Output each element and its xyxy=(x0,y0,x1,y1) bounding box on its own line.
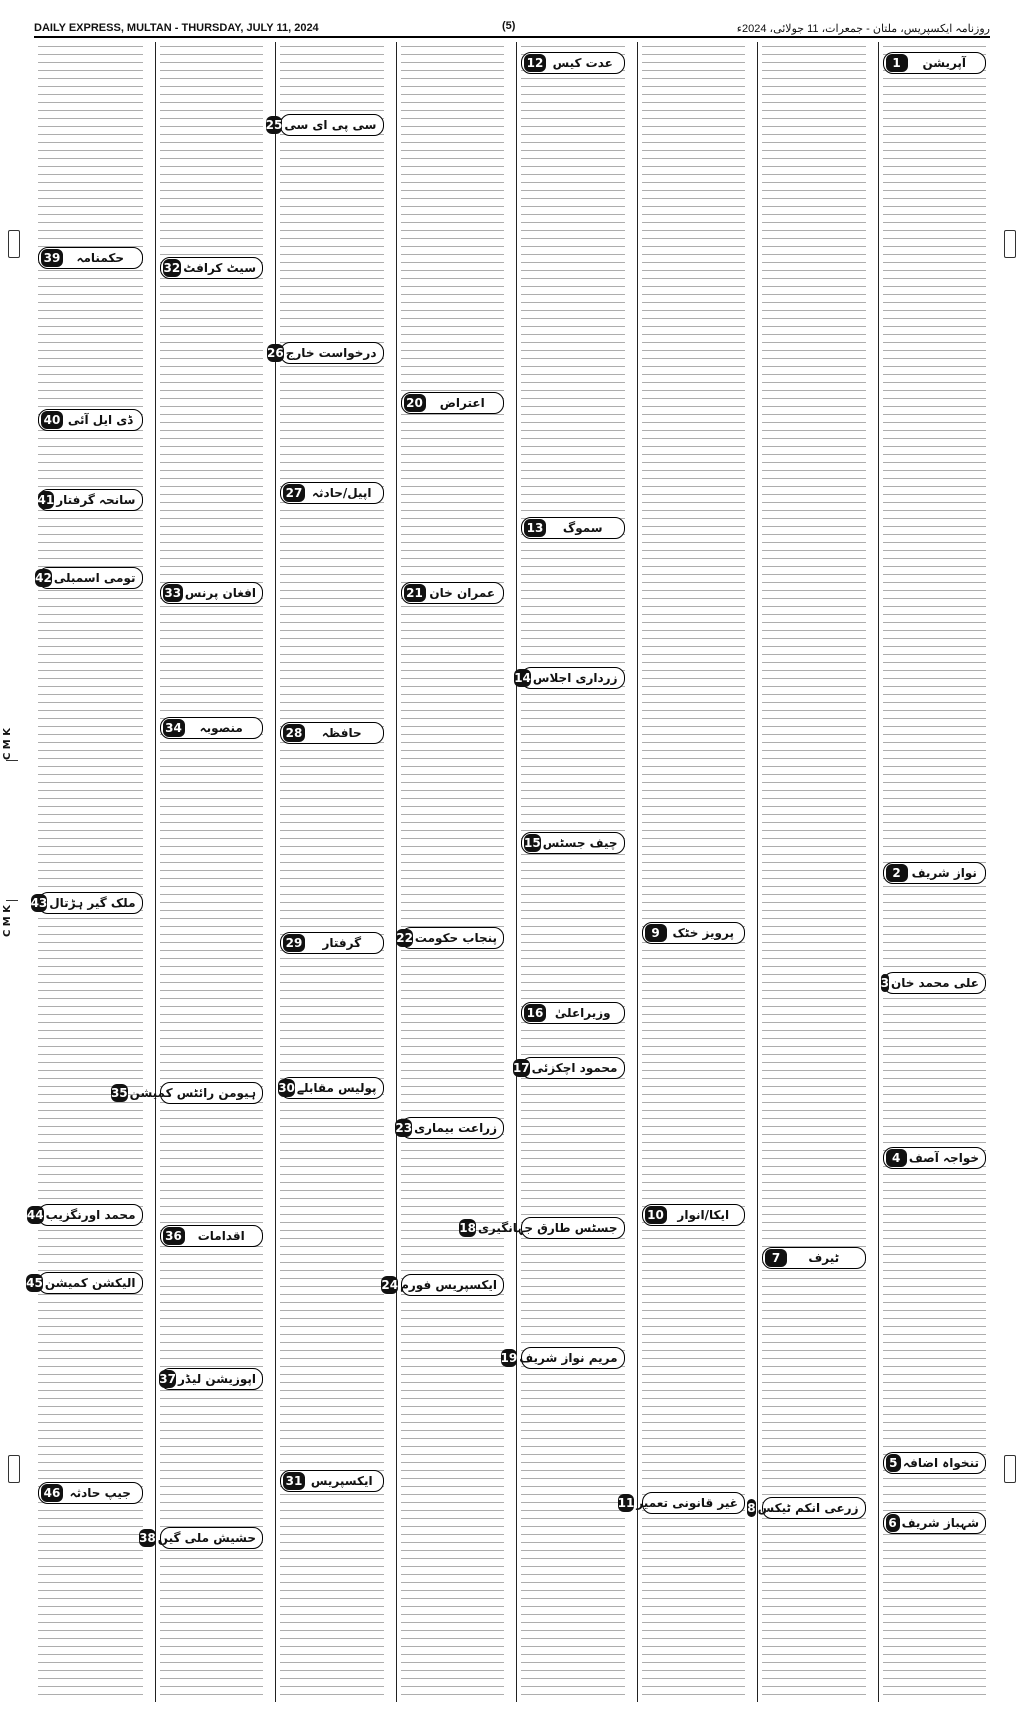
story-number-badge: 45 xyxy=(26,1276,43,1290)
story-title: علی محمد خان xyxy=(890,976,979,990)
story-number-badge: 13 xyxy=(524,519,546,537)
story-number-badge: 26 xyxy=(267,346,284,360)
story-title: حشیش ملی گیں xyxy=(157,1531,256,1545)
column-body-text xyxy=(160,42,264,1702)
story-title: مریم نواز شریف xyxy=(519,1351,618,1365)
story-heading[interactable] xyxy=(521,1002,625,1024)
story-heading[interactable] xyxy=(401,392,505,414)
story-heading[interactable] xyxy=(514,667,625,689)
cmk-label-upper: C M K xyxy=(2,728,13,761)
story-heading[interactable] xyxy=(396,927,505,949)
masthead xyxy=(34,20,990,38)
story-heading[interactable] xyxy=(38,247,143,269)
story-number-badge: 25 xyxy=(265,118,283,132)
story-title: حکمنامہ xyxy=(76,251,125,265)
masthead-date-urdu: روزنامہ ایکسپریس، ملتان - جمعرات، 11 جولائی، 2024ء xyxy=(736,22,990,35)
story-title: ملک گیر ہڑتال xyxy=(49,896,136,910)
masthead-date-english: DAILY EXPRESS, MULTAN - THURSDAY, JULY 11, 2024 xyxy=(34,22,319,34)
story-number-badge: 6 xyxy=(886,1514,900,1532)
story-heading[interactable] xyxy=(521,832,625,854)
story-heading[interactable] xyxy=(762,1247,866,1269)
story-title: شہباز شریف xyxy=(901,1516,979,1530)
story-heading[interactable] xyxy=(512,1057,625,1079)
story-title: تومی اسمبلی xyxy=(53,571,136,585)
story-heading[interactable] xyxy=(265,114,384,136)
column-body-text xyxy=(401,42,505,1702)
story-number-badge: 23 xyxy=(395,1121,413,1135)
story-heading[interactable] xyxy=(747,1497,866,1519)
story-title: محمد اورنگزیب xyxy=(45,1208,136,1222)
story-heading[interactable] xyxy=(38,1482,143,1504)
story-number-badge: 9 xyxy=(645,924,667,942)
story-title: جسٹس طارق جہانگیری xyxy=(477,1221,618,1235)
story-number-badge: 29 xyxy=(283,934,305,952)
story-title: عدت کیس xyxy=(552,56,613,70)
story-heading[interactable] xyxy=(401,582,505,604)
story-heading[interactable] xyxy=(280,482,384,504)
story-heading[interactable] xyxy=(883,1147,987,1169)
story-heading[interactable] xyxy=(160,257,264,279)
news-column-6 xyxy=(265,42,388,1702)
story-heading[interactable] xyxy=(280,722,384,744)
story-heading[interactable] xyxy=(139,1527,264,1549)
story-heading[interactable] xyxy=(459,1217,625,1239)
story-title: منصوبہ xyxy=(199,721,243,735)
story-number-badge: 32 xyxy=(163,261,181,275)
story-number-badge: 35 xyxy=(110,1086,128,1100)
registration-mark-bottom-right xyxy=(1004,1455,1016,1483)
story-number-badge: 3 xyxy=(880,976,889,990)
page-number: (5) xyxy=(502,20,516,32)
column-body-text xyxy=(642,42,746,1702)
story-heading[interactable] xyxy=(521,52,625,74)
story-number-badge: 14 xyxy=(514,671,531,685)
cmk-label-lower: C M K xyxy=(2,905,13,938)
story-title: سموگ xyxy=(562,521,603,535)
story-heading[interactable] xyxy=(280,1077,384,1099)
story-number-badge: 20 xyxy=(404,394,426,412)
story-number-badge: 22 xyxy=(396,931,413,945)
story-heading[interactable] xyxy=(883,862,987,884)
news-column-5 xyxy=(381,42,509,1702)
story-title: سیٹ کرافٹ xyxy=(183,261,256,275)
story-number-badge: 28 xyxy=(283,724,305,742)
story-title: ایکسپریس فورم xyxy=(400,1278,497,1292)
story-title: درخواست خارج xyxy=(285,346,377,360)
story-title: الیکشن کمیشن xyxy=(44,1276,136,1290)
registration-mark-top-right xyxy=(1004,230,1016,258)
story-title: ہیومن رائٹس کمیشن xyxy=(129,1086,256,1100)
story-title: پولیس مقابلے xyxy=(296,1081,377,1095)
story-number-badge: 12 xyxy=(524,54,546,72)
story-number-badge: 42 xyxy=(35,571,52,585)
article-columns xyxy=(26,42,990,1702)
story-number-badge: 33 xyxy=(164,586,182,600)
story-title: سی پی ای سی xyxy=(284,118,377,132)
crop-tick-left xyxy=(6,760,18,761)
story-number-badge: 21 xyxy=(404,584,426,602)
story-title: نواز شریف xyxy=(911,866,977,880)
story-heading[interactable] xyxy=(500,1347,625,1369)
story-title: زرداری اجلاس xyxy=(532,671,618,685)
story-heading[interactable] xyxy=(642,922,746,944)
story-number-badge: 8 xyxy=(747,1501,756,1515)
story-heading[interactable] xyxy=(280,1470,384,1492)
story-title: چیف جسٹس xyxy=(542,836,618,850)
story-title: سانحہ گرفتار xyxy=(56,493,136,507)
column-body-text xyxy=(38,42,143,1702)
story-heading[interactable] xyxy=(883,1512,987,1534)
story-heading[interactable] xyxy=(38,409,143,431)
story-heading[interactable] xyxy=(30,892,143,914)
story-title: اقدامات xyxy=(197,1229,245,1243)
story-heading[interactable] xyxy=(160,582,264,604)
story-heading[interactable] xyxy=(280,932,384,954)
story-heading[interactable] xyxy=(883,1452,987,1474)
story-title: گرفتار xyxy=(322,936,362,950)
story-heading[interactable] xyxy=(110,1082,264,1104)
story-heading[interactable] xyxy=(617,1492,746,1514)
crop-tick-left-2 xyxy=(6,900,18,901)
registration-mark-bottom-left xyxy=(8,1455,20,1483)
story-number-badge: 38 xyxy=(139,1531,156,1545)
story-title: اپیل/حادثہ xyxy=(312,486,372,500)
story-title: ٹیرف xyxy=(808,1251,840,1265)
story-title: زراعت بیماری xyxy=(414,1121,497,1135)
story-heading[interactable] xyxy=(160,1368,264,1390)
story-heading[interactable] xyxy=(395,1117,505,1139)
story-heading[interactable] xyxy=(160,717,264,739)
story-number-badge: 44 xyxy=(26,1208,44,1222)
news-column-3 xyxy=(617,42,750,1702)
news-column-1 xyxy=(878,42,991,1702)
story-number-badge: 27 xyxy=(283,484,305,502)
story-title: تنخواہ اضافہ xyxy=(902,1456,979,1470)
story-number-badge: 31 xyxy=(283,1472,305,1490)
story-number-badge: 17 xyxy=(512,1061,530,1075)
story-number-badge: 24 xyxy=(381,1278,399,1292)
story-number-badge: 15 xyxy=(524,836,541,850)
story-number-badge: 41 xyxy=(37,493,55,507)
story-number-badge: 5 xyxy=(886,1454,901,1472)
story-number-badge: 30 xyxy=(278,1081,295,1095)
story-heading[interactable] xyxy=(642,1204,746,1226)
story-number-badge: 46 xyxy=(41,1484,63,1502)
story-title: حافظہ xyxy=(321,726,362,740)
story-heading[interactable] xyxy=(883,52,987,74)
news-column-7 xyxy=(110,42,268,1702)
registration-mark-top-left xyxy=(8,230,20,258)
story-number-badge: 1 xyxy=(886,54,908,72)
story-number-badge: 2 xyxy=(886,864,908,882)
story-number-badge: 7 xyxy=(765,1249,787,1267)
story-title: وزیراعلیٰ xyxy=(554,1006,611,1020)
story-number-badge: 34 xyxy=(163,719,185,737)
column-body-text xyxy=(762,42,866,1702)
column-body-text xyxy=(280,42,384,1702)
news-column-8 xyxy=(26,42,147,1702)
story-heading[interactable] xyxy=(160,1225,264,1247)
story-title: افغان پرنس xyxy=(184,586,256,600)
story-title: اعتراض xyxy=(439,396,485,410)
story-title: ڈی ایل آئی xyxy=(67,413,133,427)
story-number-badge: 43 xyxy=(30,896,48,910)
story-number-badge: 16 xyxy=(524,1004,546,1022)
story-number-badge: 19 xyxy=(500,1351,518,1365)
story-number-badge: 18 xyxy=(459,1221,476,1235)
story-heading[interactable] xyxy=(267,342,384,364)
story-heading[interactable] xyxy=(35,567,143,589)
story-title: آپریشن xyxy=(922,56,967,70)
story-number-badge: 39 xyxy=(41,249,63,267)
story-heading[interactable] xyxy=(381,1274,505,1296)
story-title: پنجاب حکومت xyxy=(414,931,497,945)
story-heading[interactable] xyxy=(26,1272,143,1294)
story-number-badge: 11 xyxy=(617,1496,635,1510)
news-column-2 xyxy=(747,42,870,1702)
newspaper-page xyxy=(26,20,990,1710)
story-heading[interactable] xyxy=(38,489,143,511)
story-title: غیر قانونی تعمیر xyxy=(636,1496,738,1510)
story-title: زرعی انکم ٹیکس xyxy=(757,1501,859,1515)
story-number-badge: 36 xyxy=(163,1227,185,1245)
story-number-badge: 37 xyxy=(159,1372,176,1386)
story-title: ایکا/انوار xyxy=(677,1208,730,1222)
story-title: ایکسپریس xyxy=(310,1474,373,1488)
story-number-badge: 40 xyxy=(41,411,63,429)
story-number-badge: 4 xyxy=(886,1149,907,1167)
story-title: اپوزیشن لیڈر xyxy=(178,1372,256,1386)
story-title: محمود اچکزئی xyxy=(531,1061,618,1075)
story-heading[interactable] xyxy=(880,972,987,994)
story-number-badge: 10 xyxy=(645,1206,667,1224)
story-title: جیپ حادثہ xyxy=(69,1486,131,1500)
story-heading[interactable] xyxy=(521,517,625,539)
story-heading[interactable] xyxy=(26,1204,143,1226)
story-title: عمران خان xyxy=(429,586,496,600)
column-body-text xyxy=(521,42,625,1702)
story-title: پرویز خٹک xyxy=(672,926,734,940)
story-title: خواجہ آصف xyxy=(908,1151,979,1165)
